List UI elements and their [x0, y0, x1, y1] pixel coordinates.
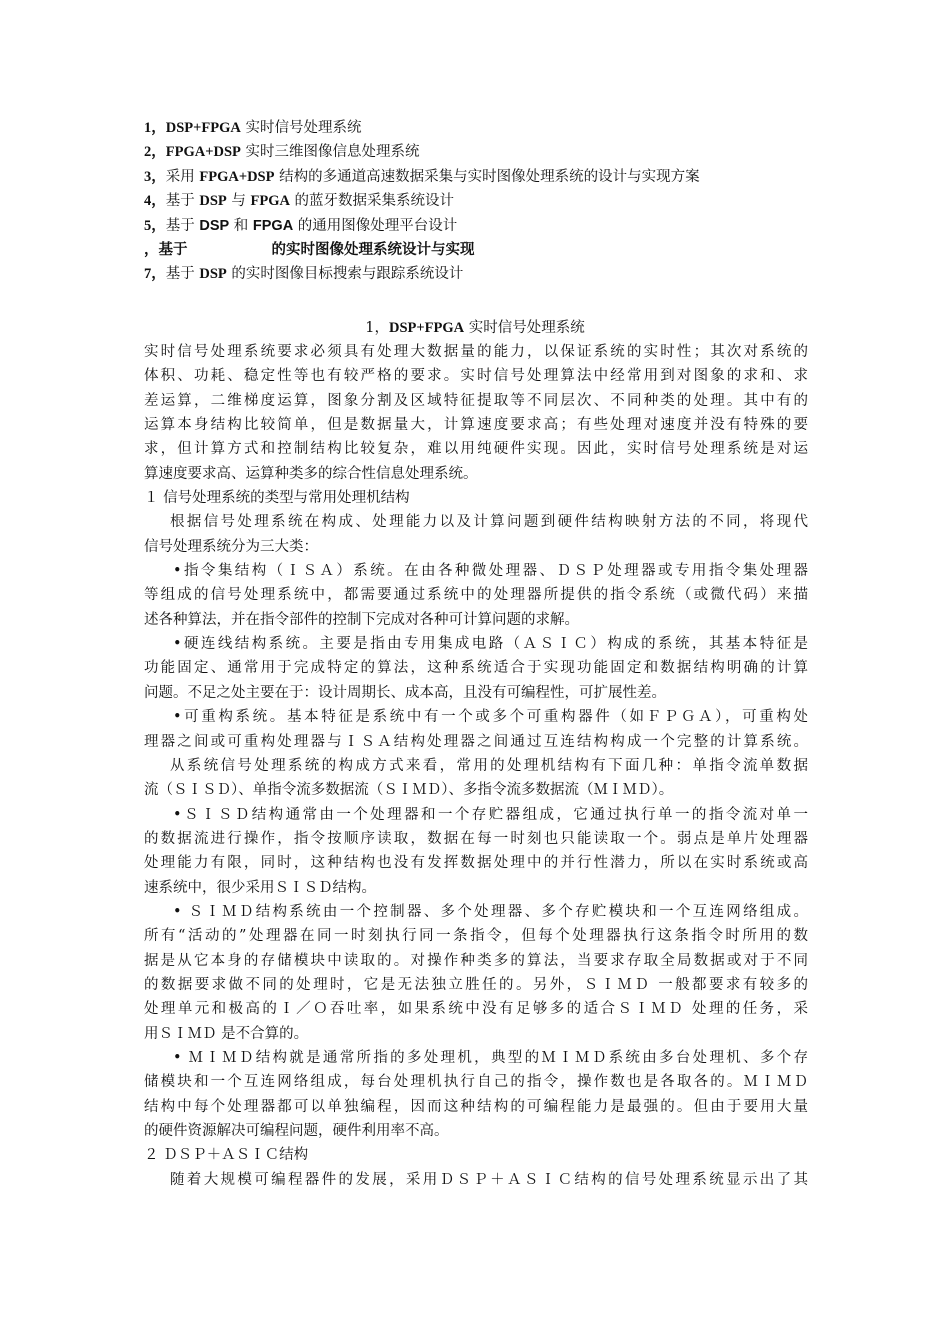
text-line: 所有“活动的”处理器在同一时刻执行同一条指令，但每个处理器执行这条指令时所用的数 — [144, 928, 808, 945]
table-of-contents — [144, 116, 824, 287]
subheading: ２ ＤＳＰ＋ＡＳＩＣ结构 — [144, 1147, 309, 1164]
text-line: 结构中每个处理器都可以单独编程，因而这种结构的可编程能力是最强的。但由于要用大量 — [144, 1098, 808, 1115]
text-line: 算速度要求高、运算种类多的综合性信息处理系统。 — [144, 465, 478, 482]
toc-item-5: 5，基于 DSP 和 FPGA 的通用图像处理平台设计 — [144, 217, 458, 234]
toc-item-7: 7，基于 DSP 的实时图像目标搜索与跟踪系统设计 — [144, 266, 464, 283]
text-line: 体积、功耗、稳定性等也有较严格的要求。实时信号处理算法中经常用到对图象的求和、求 — [144, 368, 808, 385]
text-line: 速系统中，很少采用ＳＩＳＤ结构。 — [144, 879, 376, 896]
text-line: 实时信号处理系统要求必须具有处理大数据量的能力，以保证系统的实时性；其次对系统的 — [144, 344, 808, 360]
text-line: 功能固定、通常用于完成特定的算法，这种系统适合于实现功能固定和数据结构明确的计算 — [144, 660, 808, 677]
text-line: 据是从它本身的存储模块中读取的。对操作种类多的算法，当要求存取全局数据或对于不同 — [144, 952, 808, 969]
toc-item-1: 1，DSP+FPGA 实时信号处理系统 — [144, 120, 362, 136]
text-line: • ＳＩＭＤ结构系统由一个控制器、多个处理器、多个存贮模块和一个互连网络组成。 — [173, 903, 808, 920]
text-line: 的数据要求做不同的处理时，它是无法独立胜任的。另外，ＳＩＭＤ 一般都要求有较多的 — [144, 976, 808, 993]
text-line: 流（ＳＩＳＤ）、单指令流多数据流（ＳＩＭＤ）、多指令流多数据流（ＭＩＭＤ）。 — [144, 782, 674, 799]
text-line: 求，但计算方式和控制结构比较复杂，难以用纯硬件实现。因此，实时信号处理系统是对运 — [144, 441, 808, 458]
text-line: •ＳＩＳＤ结构通常由一个处理器和一个存贮器组成，它通过执行单一的指令流对单一 — [173, 806, 808, 823]
text-line: 储模块和一个互连网络组成，每台处理机执行自己的指令，操作数也是各取各的。ＭＩＭＤ — [144, 1074, 808, 1091]
text-line: 信号处理系统分为三大类： — [144, 538, 318, 555]
text-line: 处理单元和极高的Ｉ／Ｏ吞吐率，如果系统中没有足够多的适合ＳＩＭＤ 处理的任务，采 — [144, 1001, 808, 1018]
text-line: 的数据流进行操作，指令按顺序读取，数据在每一时刻也只能读取一个。弱点是单片处理器 — [144, 830, 808, 847]
text-line: 理器之间或可重构处理器与ＩＳＡ结构处理器之间通过互连结构构成一个完整的计算系统。 — [144, 733, 808, 750]
text-line: 从系统信号处理系统的构成方式来看，常用的处理机结构有下面几种：单指令流单数据 — [170, 757, 808, 774]
toc-item-4: 4，基于 DSP 与 FPGA 的蓝牙数据采集系统设计 — [144, 193, 455, 210]
text-line: 等组成的信号处理系统中，都需要通过系统中的处理器所提供的指令系统（或微代码）来描 — [144, 587, 808, 604]
toc-item-3: 3，采用 FPGA+DSP 结构的多通道高速数据采集与实时图像处理系统的设计与实现方案 — [144, 168, 700, 185]
text-line: 随着大规模可编程器件的发展，采用ＤＳＰ＋ＡＳＩＣ结构的信号处理系统显示出了其 — [170, 1171, 808, 1188]
toc-item-6: ，基于 的实时图像处理系统设计与实现 — [144, 241, 475, 258]
text-line: 差运算，二维梯度运算，图象分割及区域特征提取等不同层次、不同种类的处理。其中有的 — [144, 392, 808, 409]
text-line: 根据信号处理系统在构成、处理能力以及计算问题到硬件结构映射方法的不同，将现代 — [170, 514, 808, 531]
text-line: •可重构系统。基本特征是系统中有一个或多个可重构器件（如ＦＰＧＡ），可重构处 — [173, 709, 808, 726]
subheading: １ 信号处理系统的类型与常用处理机结构 — [144, 490, 410, 507]
toc-item-2: 2，FPGA+DSP 实时三维图像信息处理系统 — [144, 144, 420, 161]
text-line: 处理能力有限，同时，这种结构也没有发挥数据处理中的并行性潜力，所以在实时系统或高 — [144, 855, 808, 872]
text-line: 运算本身结构比较简单，但是数据量大，计算速度要求高；有些处理对速度并没有特殊的要 — [144, 417, 808, 434]
text-line: 述各种算法，并在指令部件的控制下完成对各种可计算问题的求解。 — [144, 611, 579, 628]
body-text — [144, 340, 808, 1192]
text-line: 问题。不足之处主要在于：设计周期长、成本高，且没有可编程性，可扩展性差。 — [144, 684, 666, 701]
text-line: 用ＳＩＭＤ 是不合算的。 — [144, 1025, 309, 1042]
text-line: •硬连线结构系统。主要是指由专用集成电路（ＡＳＩＣ）构成的系统，其基本特征是 — [173, 636, 808, 653]
text-line: •指令集结构（ＩＳＡ）系统。在由各种微处理器、ＤＳＰ处理器或专用指令集处理器 — [173, 563, 808, 580]
text-line: • ＭＩＭＤ结构就是通常所指的多处理机，典型的ＭＩＭＤ系统由多台处理机、多个存 — [173, 1049, 808, 1066]
section-title: 1，DSP+FPGA 实时信号处理系统 — [365, 320, 585, 336]
text-line: 的硬件资源解决可编程问题，硬件利用率不高。 — [144, 1123, 449, 1139]
